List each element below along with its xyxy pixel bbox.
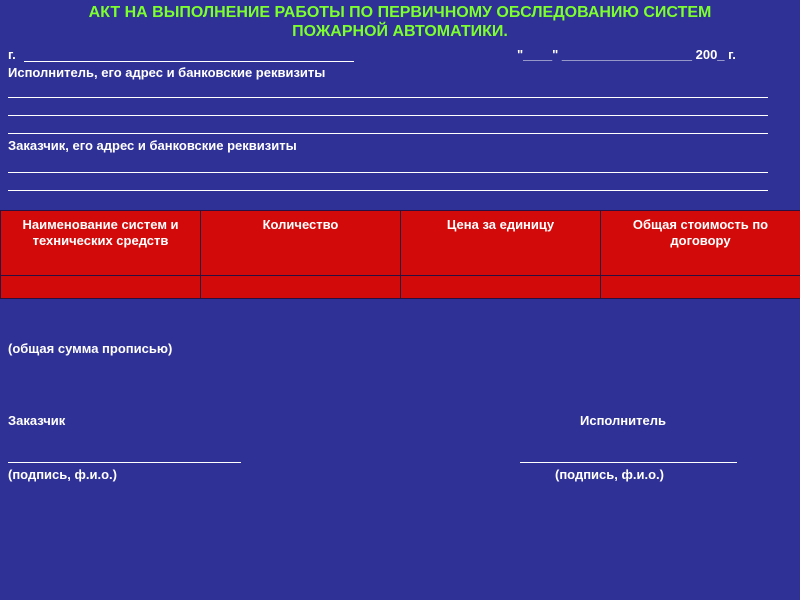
title-line-2: ПОЖАРНОЙ АВТОМАТИКИ.: [292, 23, 508, 40]
header-system-name: Наименование систем и технических средств: [1, 211, 201, 276]
table-cell: [201, 276, 401, 299]
header-unit-price: Цена за единицу: [401, 211, 601, 276]
amount-in-words: (общая сумма прописью): [8, 341, 173, 356]
executor-blank-line-1: [8, 97, 768, 98]
executor-signature-hint: (подпись, ф.и.о.): [555, 467, 664, 482]
table-cell: [601, 276, 800, 299]
table-header-row: [1, 211, 800, 276]
executor-blank-line-3: [8, 133, 768, 134]
title-line-1: АКТ НА ВЫПОЛНЕНИЕ РАБОТЫ ПО ПЕРВИЧНОМУ ОБСЛЕДОВАНИЮ СИСТЕМ: [88, 4, 712, 21]
city-blank-line: [24, 61, 354, 62]
city-prefix: г.: [8, 47, 16, 62]
executor-details-label: Исполнитель, его адрес и банковские реквизиты: [8, 65, 326, 80]
services-table: [0, 210, 800, 299]
executor-blank-line-2: [8, 115, 768, 116]
customer-signature-line: [8, 462, 241, 463]
table-cell: [401, 276, 601, 299]
executor-signature-line: [520, 462, 737, 463]
header-total-cost: Общая стоимость по договору: [601, 211, 800, 276]
document-title: [0, 3, 800, 41]
customer-blank-line-1: [8, 172, 768, 173]
customer-sign-label: Заказчик: [8, 413, 66, 428]
date-field: "____" __________________ 200_ г.: [517, 47, 736, 62]
table-cell: [1, 276, 201, 299]
header-quantity: Количество: [201, 211, 401, 276]
customer-signature-hint: (подпись, ф.и.о.): [8, 467, 117, 482]
customer-blank-line-2: [8, 190, 768, 191]
table-row: [1, 276, 800, 299]
executor-sign-label: Исполнитель: [580, 413, 666, 428]
customer-details-label: Заказчик, его адрес и банковские реквизиты: [8, 138, 297, 153]
